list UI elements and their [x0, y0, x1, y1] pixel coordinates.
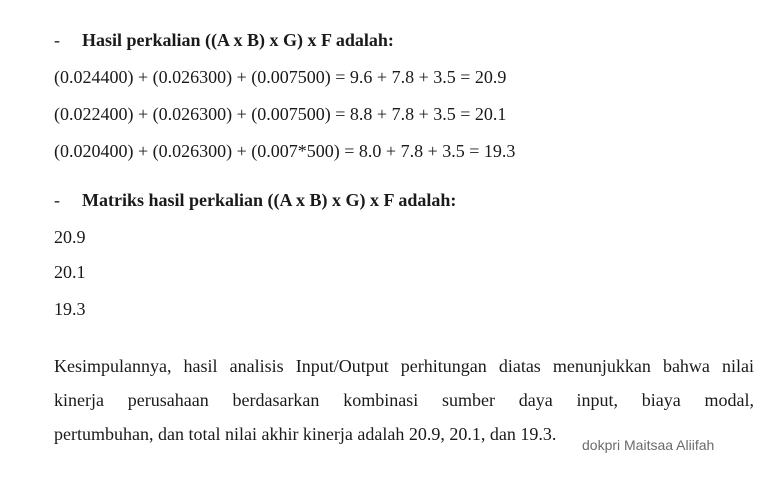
conclusion-line-3: pertumbuhan, dan total nilai akhir kinerja adalah 20.9, 20.1, dan 19.3. [54, 424, 557, 444]
bullet-dash: - [54, 190, 60, 210]
bullet-dash: - [54, 30, 60, 50]
equation-line-3: (0.020400) + (0.026300) + (0.007*500) = 8.0 + 7.8 + 3.5 = 19.3 [54, 141, 516, 161]
conclusion-line-2: kinerja perusahaan berdasarkan kombinasi sumber daya input, biaya modal, [54, 390, 754, 410]
heading-text: Hasil perkalian ((A x B) x G) x F adalah: [82, 30, 394, 50]
equation-line-1: (0.024400) + (0.026300) + (0.007500) = 9.6 + 7.8 + 3.5 = 20.9 [54, 67, 507, 87]
conclusion-paragraph [54, 349, 754, 451]
equation-line-2: (0.022400) + (0.026300) + (0.007500) = 8.8 + 7.8 + 3.5 = 20.1 [54, 104, 507, 124]
section-heading-matrix [54, 190, 456, 211]
matrix-value-3: 19.3 [54, 299, 86, 319]
matrix-value-1: 20.9 [54, 227, 86, 247]
matrix-value-2: 20.1 [54, 262, 86, 282]
photo-credit: dokpri Maitsaa Aliifah [582, 437, 715, 453]
conclusion-line-1: Kesimpulannya, hasil analisis Input/Output perhitungan diatas menunjukkan bahwa nilai [54, 356, 754, 376]
section-heading-multiplication [54, 30, 394, 51]
heading-text: Matriks hasil perkalian ((A x B) x G) x F adalah: [82, 190, 457, 210]
